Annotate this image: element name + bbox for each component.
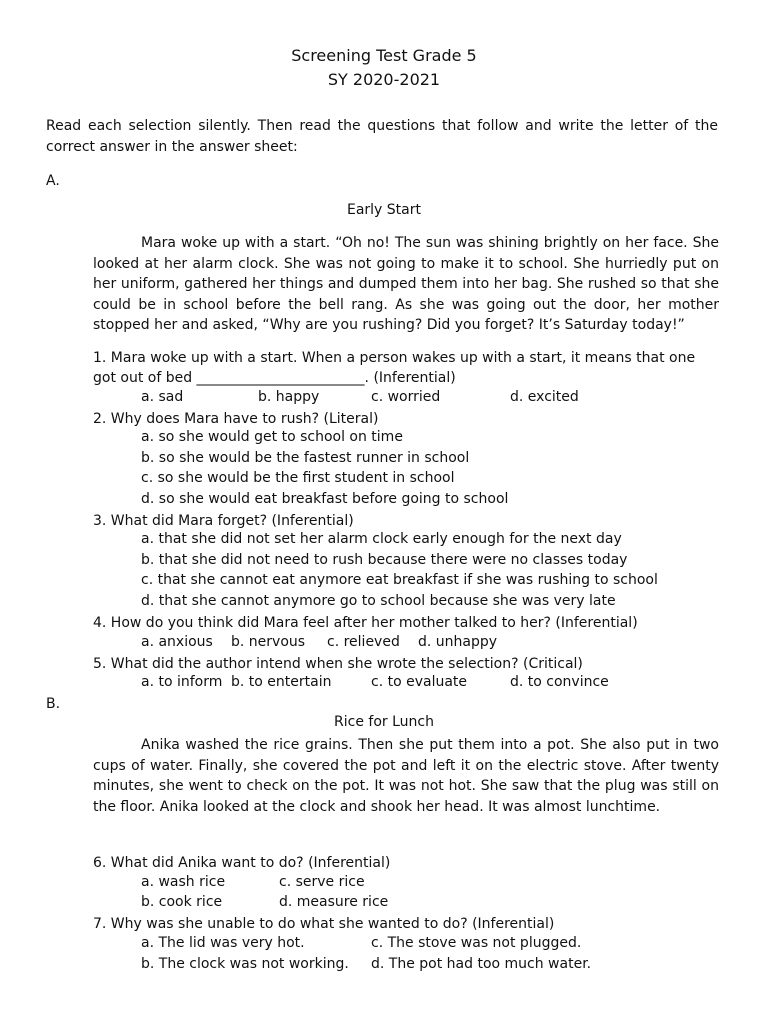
q6-option-a: a. wash rice — [141, 874, 226, 890]
test-title: Screening Test Grade 5 — [291, 46, 477, 65]
q7-option-c: c. The stove was not plugged. — [371, 935, 582, 951]
q4-option-d: d. unhappy — [418, 634, 498, 650]
q3-option-b: b. that she did not need to rush because there were no classes today — [141, 552, 628, 568]
question-1-line-2: got out of bed ________________________. (Inferential) — [93, 370, 456, 386]
section-b-label: B. — [46, 696, 61, 712]
question-1-line-1: 1. Mara woke up with a start. When a person wakes up with a start, it means that one — [93, 350, 696, 366]
question-4: 4. How do you think did Mara feel after her mother talked to her? (Inferential) — [93, 615, 638, 631]
question-5: 5. What did the author intend when she wrote the selection? (Critical) — [93, 656, 583, 672]
q6-option-d: d. measure rice — [279, 894, 389, 910]
q3-option-a: a. that she did not set her alarm clock early enough for the next day — [141, 531, 622, 547]
q4-option-a: a. anxious — [141, 634, 213, 650]
q1-option-b: b. happy — [258, 389, 320, 405]
story-title-early-start: Early Start — [346, 202, 421, 218]
story-title-rice-for-lunch: Rice for Lunch — [334, 714, 434, 730]
q3-option-d: d. that she cannot anymore go to school because she was very late — [141, 593, 616, 609]
q7-option-a: a. The lid was very hot. — [141, 935, 305, 951]
q7-option-b: b. The clock was not working. — [141, 956, 349, 972]
q2-option-c: c. so she would be the first student in school — [141, 470, 455, 486]
q2-option-d: d. so she would eat breakfast before going to school — [141, 491, 509, 507]
q1-option-c: c. worried — [371, 389, 441, 405]
q5-option-c: c. to evaluate — [371, 674, 468, 690]
q1-option-a: a. sad — [141, 389, 184, 405]
q6-option-b: b. cook rice — [141, 894, 223, 910]
q5-option-b: b. to entertain — [231, 674, 332, 690]
q5-option-a: a. to inform — [141, 674, 223, 690]
section-a-label: A. — [46, 173, 60, 189]
q5-option-d: d. to convince — [510, 674, 609, 690]
q2-option-a: a. so she would get to school on time — [141, 429, 403, 445]
q3-option-c: c. that she cannot eat anymore eat breakfast if she was rushing to school — [141, 572, 658, 588]
instructions: Read each selection silently. Then read the questions that follow and write the letter of the correct answer in the answer sheet: — [46, 118, 718, 155]
q4-option-c: c. relieved — [327, 634, 400, 650]
q7-option-d: d. The pot had too much water. — [371, 956, 592, 972]
question-2: 2. Why does Mara have to rush? (Literal) — [93, 411, 379, 427]
story-rice-for-lunch: Anika washed the rice grains. Then she put them into a pot. She also put in two cups of water. Finally, she covered the pot and left it on the electric stove. After twenty minutes, she went to check on the pot. It was not hot. She saw that the plug was still on the floor. Anika looked at the clock and shook her head. It was almost lunchtime. — [93, 737, 719, 815]
q4-option-b: b. nervous — [231, 634, 306, 650]
story-early-start: Mara woke up with a start. “Oh no! The sun was shining brightly on her face. She looked at her alarm clock. She was not going to make it to school. She hurriedly put on her uniform, gathered her things and dumped them into her bag. She rushed so that she could be in school before the bell rang. As she was going out the door, her mother stopped her and asked, “Why are you rushing? Did you forget? It’s Saturday today!” — [93, 235, 719, 333]
question-6: 6. What did Anika want to do? (Inferential) — [93, 855, 391, 871]
q2-option-b: b. so she would be the fastest runner in school — [141, 450, 470, 466]
school-year: SY 2020-2021 — [327, 70, 441, 89]
q6-option-c: c. serve rice — [279, 874, 365, 890]
q1-option-d: d. excited — [510, 389, 579, 405]
question-3: 3. What did Mara forget? (Inferential) — [93, 513, 354, 529]
question-7: 7. Why was she unable to do what she wanted to do? (Inferential) — [93, 916, 555, 932]
